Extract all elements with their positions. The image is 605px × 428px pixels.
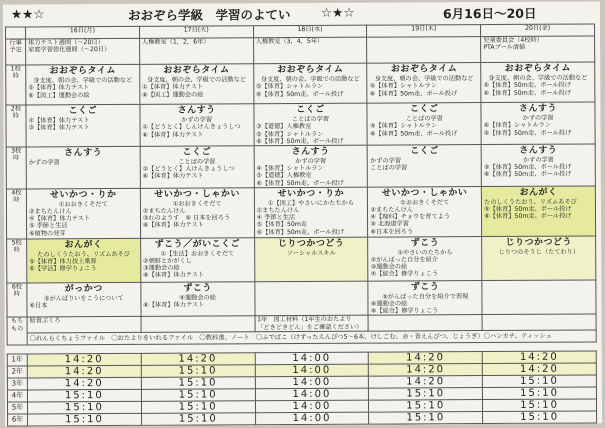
dismissal-time: 15:10 xyxy=(141,389,255,402)
lesson-detail: ③運動会の絵 xyxy=(143,264,180,273)
lesson-detail: ⑥【体育】体力テスト xyxy=(143,271,205,280)
schedule-cell xyxy=(254,145,368,187)
period-6-row xyxy=(7,280,596,318)
lesson-detail: ⑤【体育】シャトルラン xyxy=(369,122,438,131)
lesson-detail: ⑥【体育】50m走、ボール投げ xyxy=(369,89,458,98)
lesson-detail: ④ 季節と生活 xyxy=(256,214,296,222)
lesson-detail: 身支度、朝の会、学級での活動など xyxy=(488,74,588,83)
dismissal-time: 14:20 xyxy=(369,352,483,365)
subject-title: ずこう xyxy=(410,237,440,249)
lesson-detail: 身支度、朝の会、学級での活動など xyxy=(260,76,360,84)
schedule-cell xyxy=(254,237,368,282)
dismissal-time: 14:00 xyxy=(255,388,369,401)
event-text: 人権教室（1，2，6年） xyxy=(141,38,210,46)
period-1-row xyxy=(6,62,595,105)
row-label: 3校時 xyxy=(6,147,26,189)
lesson-detail: ⑥【総合】修学りょこう xyxy=(370,307,439,315)
lesson-detail: ②【どうとく】人けんきょうしつ xyxy=(142,165,235,174)
dismissal-time: 14:00 xyxy=(255,352,369,365)
period-4-row xyxy=(6,186,595,239)
schedule-cell xyxy=(140,64,254,105)
lesson-detail: ⑤ 季節と生活 xyxy=(29,222,68,230)
schedule-cell xyxy=(27,282,141,317)
lesson-detail: たのしくうたおう、リズムあそび xyxy=(484,198,577,207)
day-header: 20日(金) xyxy=(481,24,595,37)
subject-title: せいかつ・りか xyxy=(277,188,345,199)
schedule-cell xyxy=(27,238,141,283)
period-2-row xyxy=(6,102,595,147)
lesson-detail: ⑤【体育】体力技上乗算 xyxy=(29,258,97,266)
lesson-detail: ⑤【道徳】人権教室 xyxy=(256,172,312,180)
schedule-cell xyxy=(368,280,482,315)
lesson-detail: ⑥【体育】50m走、ボール投げ xyxy=(483,171,572,179)
event-text: 体力テスト週間（～20日） xyxy=(28,39,104,47)
subject-title: おおぞらタイム xyxy=(390,64,458,75)
lesson-detail: ⑥【体育】50m走、ボール投げ xyxy=(256,179,344,187)
lesson-detail: ⑥植物の発芽 xyxy=(29,229,66,237)
subject-title: おおぞらタイム xyxy=(504,63,572,74)
lesson-detail: ことばの学習 xyxy=(291,116,330,124)
period-5-row xyxy=(7,236,596,283)
schedule-sheet xyxy=(3,1,602,426)
subject-title: おんがく xyxy=(64,239,103,250)
dismissal-time: 15:10 xyxy=(141,365,255,378)
grade-label: 2年 xyxy=(7,366,27,378)
dismissal-time: 15:10 xyxy=(483,399,597,412)
lesson-detail: ⑥【図工】運動会の絵 xyxy=(142,91,204,99)
lesson-detail: ②がんばった自分を紹介 xyxy=(370,256,439,264)
page-title: おおぞら学級 学習のよてい xyxy=(127,7,291,23)
schedule-cell xyxy=(26,64,140,105)
lesson-detail xyxy=(257,282,366,283)
weekly-schedule-table xyxy=(5,23,597,345)
lesson-detail: ⑤【体育】50m走、ボール投げ xyxy=(483,163,572,172)
lesson-detail: かずの学習 xyxy=(522,115,554,123)
lesson-detail xyxy=(257,282,366,283)
row-label: もちもの xyxy=(7,317,27,344)
lesson-detail: ⑥【体育】体力テスト xyxy=(142,172,204,181)
dismissal-time: 14:20 xyxy=(27,365,141,378)
dismissal-time: 14:20 xyxy=(482,351,596,364)
row-label: 6校時 xyxy=(7,283,27,318)
lesson-detail: 身支度、朝の会、学級での活動など xyxy=(33,77,133,85)
lesson-detail: かずの学習 xyxy=(522,156,554,165)
subject-title: こくご xyxy=(410,146,439,157)
lesson-detail: ⑥【体育】体力テスト xyxy=(142,221,204,230)
subject-title: せいかつ・しゃかい xyxy=(154,189,240,200)
dismissal-time: 14:20 xyxy=(141,353,255,366)
day-header: 19日(木) xyxy=(367,25,481,38)
subject-title xyxy=(257,282,366,283)
lesson-detail: ことばの学習 xyxy=(405,115,443,123)
left-stars: ★★☆ xyxy=(10,6,45,22)
subject-title: おんがく xyxy=(519,187,558,198)
subject-title: じりつかつどう xyxy=(505,237,573,248)
events-cell xyxy=(253,37,367,64)
lesson-detail: ⑥【体育】シャトルラン xyxy=(483,122,552,130)
grade-label: 5年 xyxy=(7,402,27,414)
lesson-detail: ⑥【体育】50m走、ボール投げ xyxy=(256,137,344,145)
lesson-detail: ⑥【体育】50m走、ボール投げ xyxy=(483,89,571,97)
schedule-cell xyxy=(482,280,596,315)
lesson-detail: ④運動会の絵 xyxy=(179,294,216,302)
lesson-detail: ④【体育】シャトルラン xyxy=(256,165,324,173)
lesson-detail: ②まちたんけん xyxy=(256,207,300,215)
subject-title: さんすう xyxy=(519,145,558,156)
date-range: 6月16日～20日 xyxy=(442,5,537,22)
subject-title xyxy=(485,281,594,282)
schedule-cell xyxy=(26,188,140,239)
subject-title: さんすう xyxy=(291,146,330,157)
dismissal-time: 15:10 xyxy=(483,375,597,388)
schedule-cell xyxy=(367,103,481,145)
events-cell xyxy=(26,38,140,65)
schedule-cell xyxy=(481,62,595,103)
dismissal-row xyxy=(8,411,597,426)
schedule-cell xyxy=(140,187,254,238)
event-text: 人権教室（3，4，5年） xyxy=(255,37,324,46)
lesson-detail: ②まちたんけん xyxy=(28,208,72,216)
dismissal-time: 14:20 xyxy=(369,376,483,389)
event-text: 家庭学習強化週間（～20日） xyxy=(28,46,111,54)
lesson-detail: かずの学習 xyxy=(28,159,60,167)
lesson-detail: ③運動会の絵 xyxy=(370,263,408,271)
schedule-cell xyxy=(368,236,482,281)
dismissal-time: 14:20 xyxy=(27,353,141,366)
lesson-detail: ②【体育】体力テスト xyxy=(28,117,90,125)
dismissal-time: 15:10 xyxy=(27,389,141,402)
lesson-detail: 身支度、朝の会、学級での活動など xyxy=(146,76,247,85)
lesson-detail: ①やさいのたちから xyxy=(397,249,453,257)
subject-title: ずこう xyxy=(410,281,440,293)
events-cell xyxy=(481,36,595,63)
schedule-cell xyxy=(253,63,367,104)
items-monday: 給食ぶくろ xyxy=(27,317,141,333)
lesson-detail: ③【体育】体力テスト xyxy=(28,124,90,132)
dismissal-time: 15:10 xyxy=(369,412,483,425)
lesson-detail: ②朝鮮とかがくし xyxy=(143,257,192,265)
items-note: 1年 図工材料（1年生のおたより xyxy=(257,316,352,324)
row-label: 5校時 xyxy=(7,239,27,283)
lesson-detail: ⑥日本 xyxy=(29,302,48,310)
dismissal-time: 15:10 xyxy=(141,413,255,426)
lesson-detail: ①【体育】体力テスト xyxy=(142,83,204,92)
dismissal-time: 15:10 xyxy=(28,413,142,426)
dismissal-time: 14:00 xyxy=(255,376,369,389)
subject-title: こくご xyxy=(68,106,98,117)
lesson-detail: ⑥日本を回ろう xyxy=(370,227,414,236)
lesson-detail: ①【図工】やさいにかたちから xyxy=(267,199,354,208)
lesson-detail: たのしくうたおう、リズムあそび xyxy=(37,250,130,259)
subject-title: さんすう xyxy=(64,147,103,159)
lesson-detail: かずの学習 xyxy=(181,116,213,124)
schedule-cell xyxy=(481,144,595,186)
schedule-cell xyxy=(254,281,368,316)
day-header: 17日(火) xyxy=(139,26,253,39)
lesson-detail: ③れのようす ⑤ 日本を回ろう xyxy=(142,214,231,223)
subject-title: さんすう xyxy=(519,103,558,114)
lesson-detail: ⑥【体育】体力テスト xyxy=(142,131,204,139)
lesson-detail: ⑤【体育】50m走、ボール投げ xyxy=(484,205,572,214)
subject-title: こくご xyxy=(296,104,325,116)
lesson-detail: ことばの学習 xyxy=(178,158,216,166)
lesson-detail: じりつのそうじ（たてわり） xyxy=(498,248,580,257)
lesson-detail: ⑥【体育】50m走、ボール投げ xyxy=(256,228,345,236)
events-cell xyxy=(139,38,253,65)
schedule-cell xyxy=(254,103,368,145)
schedule-cell xyxy=(367,63,481,104)
dismissal-times-table xyxy=(7,350,597,426)
lesson-detail: ①おおきくそだて xyxy=(172,200,222,208)
grade-label: 3年 xyxy=(7,378,27,390)
dismissal-time: 14:00 xyxy=(255,400,369,413)
schedule-cell xyxy=(26,104,140,146)
schedule-cell xyxy=(368,144,482,186)
subject-title: ずこう xyxy=(183,283,212,294)
subject-title: さんすう xyxy=(177,105,216,116)
lesson-detail: ②まちたんけん xyxy=(370,206,414,214)
row-label: 2校時 xyxy=(6,105,26,147)
schedule-cell xyxy=(140,237,254,282)
subject-title: せいかつ・りか xyxy=(50,189,117,201)
subject-title: おおぞらタイム xyxy=(277,64,344,76)
row-label: 4校時 xyxy=(6,189,26,239)
dismissal-time: 15:10 xyxy=(483,411,597,424)
schedule-cell xyxy=(481,102,595,144)
events-cell xyxy=(367,37,481,64)
lesson-detail: ⑥【体育】50m走、ボール投げ xyxy=(484,212,572,221)
lesson-detail: ⑤がんばりいをこうについて xyxy=(43,294,124,303)
schedule-cell xyxy=(141,281,255,316)
day-header: 16日(月) xyxy=(26,26,140,39)
lesson-detail: ⑤【体育】シャトルラン xyxy=(369,82,438,91)
dismissal-time: 15:10 xyxy=(483,387,597,400)
lesson-detail: ⑤【体育】50m走 xyxy=(256,221,308,229)
lesson-detail: ⑤がんばった自分を紹介で表現 xyxy=(382,293,469,301)
lesson-detail: かずの学習 xyxy=(370,157,402,165)
dismissal-time: 14:20 xyxy=(27,377,141,390)
dismissal-time: 15:10 xyxy=(369,388,483,401)
subject-title: おおぞらタイム xyxy=(163,65,230,76)
items-general: 〇れんらくちょうファイル 〇おたよりをいれるファイル 〇教科書、ノート 〇ふでばこ（けずったえんぴつ5～6本、けしごむ、赤・青えんぴつ、じょうぎ）〇ハンカチ、ティッシュ xyxy=(27,330,596,345)
lesson-detail: ①おおきくそだて xyxy=(400,199,450,207)
lesson-detail: ④【体育】体力テスト xyxy=(29,215,91,223)
lesson-detail: ⑥運動会の絵 xyxy=(370,300,408,308)
schedule-cell xyxy=(140,104,254,146)
grade-label: 1年 xyxy=(7,354,27,366)
schedule-cell xyxy=(482,236,596,281)
grade-label: 4年 xyxy=(7,390,27,402)
day-header: 18日(水) xyxy=(253,25,367,38)
row-label: 1校時 xyxy=(6,65,26,105)
subject-title: ずこう／がいこくご xyxy=(154,239,241,250)
dismissal-time: 15:10 xyxy=(369,400,483,413)
lesson-detail: ⑤【体育】シャトルラン xyxy=(256,130,324,138)
lesson-detail: ⑤ 北海道学習 xyxy=(370,220,409,229)
lesson-detail: ⑤【体育】50m走、ボール投げ xyxy=(483,82,571,90)
event-text: PTAプール清掃 xyxy=(483,43,526,52)
lesson-detail xyxy=(485,281,594,282)
event-text xyxy=(369,37,478,38)
subject-title: じりつかつどう xyxy=(277,238,345,249)
subject-title: こくご xyxy=(409,104,439,115)
schedule-cell xyxy=(254,187,368,238)
lesson-detail: ④【理科】チョウを育てよう xyxy=(370,213,451,221)
lesson-detail: ⑥【学活】修学りょこう xyxy=(29,265,97,273)
items-note: 「どきどきどん」をご確認ください） xyxy=(257,323,363,331)
lesson-detail: ことばの学習 xyxy=(370,164,408,172)
grade-label: 6年 xyxy=(8,414,28,426)
lesson-detail: 身支度、朝の会、学級での活動など xyxy=(374,75,474,83)
period-3-row xyxy=(6,144,595,189)
lesson-detail: ①【どうとく】しんけんきょうしつ xyxy=(142,123,241,132)
lesson-detail: ⑤【体育】体力テスト xyxy=(28,84,90,92)
lesson-detail: ②まちたんけん xyxy=(142,207,186,215)
lesson-detail: ③【道徳】人権教室 xyxy=(256,123,312,131)
right-stars: ☆★☆ xyxy=(320,4,355,20)
header xyxy=(3,1,600,24)
dismissal-time: 14:00 xyxy=(255,364,369,377)
events-row xyxy=(6,36,595,65)
dismissal-time: 14:20 xyxy=(482,363,596,376)
lesson-detail: ⑤【体育】50m走、ボール投げ xyxy=(483,129,572,137)
dismissal-time: 15:10 xyxy=(141,377,255,390)
lesson-detail xyxy=(485,281,594,282)
subject-title: せいかつ・しゃかい xyxy=(381,187,468,199)
dismissal-time: 14:20 xyxy=(369,364,483,377)
subject-title: おおぞらタイム xyxy=(49,65,116,77)
lesson-detail: ④【総合】修学りょこう xyxy=(370,270,439,279)
lesson-detail: ①おおきくそだて xyxy=(58,201,108,209)
schedule-cell xyxy=(482,186,596,237)
lesson-detail: ソーシャルスキル xyxy=(286,249,336,258)
row-label: 行事予定 xyxy=(6,39,26,65)
event-text: 児童委員会（4校時） xyxy=(483,36,543,45)
schedule-cell xyxy=(368,186,482,237)
dismissal-time: 15:10 xyxy=(27,401,141,414)
lesson-detail: ①【生活】おおきくそだて xyxy=(160,250,235,258)
lesson-detail: ⑤【体育】シャトルラン xyxy=(255,83,324,91)
schedule-cell xyxy=(140,146,254,188)
items-general-row xyxy=(7,330,596,345)
lesson-detail: ⑥【図工】運動会の絵 xyxy=(28,91,90,100)
subject-title: こくご xyxy=(182,147,212,158)
dismissal-time: 14:00 xyxy=(255,412,369,425)
dismissal-time: 15:10 xyxy=(141,401,255,414)
lesson-detail: かずの学習 xyxy=(295,158,327,166)
lesson-detail: ⑥【体育】体力テスト xyxy=(143,301,205,309)
lesson-detail: ⑥【体育】50m走、ボール投げ xyxy=(255,90,344,98)
subject-title: がっかつ xyxy=(64,283,103,294)
schedule-cell xyxy=(26,146,140,188)
lesson-detail: ⑥【体育】50m走、ボール投げ xyxy=(369,129,458,138)
